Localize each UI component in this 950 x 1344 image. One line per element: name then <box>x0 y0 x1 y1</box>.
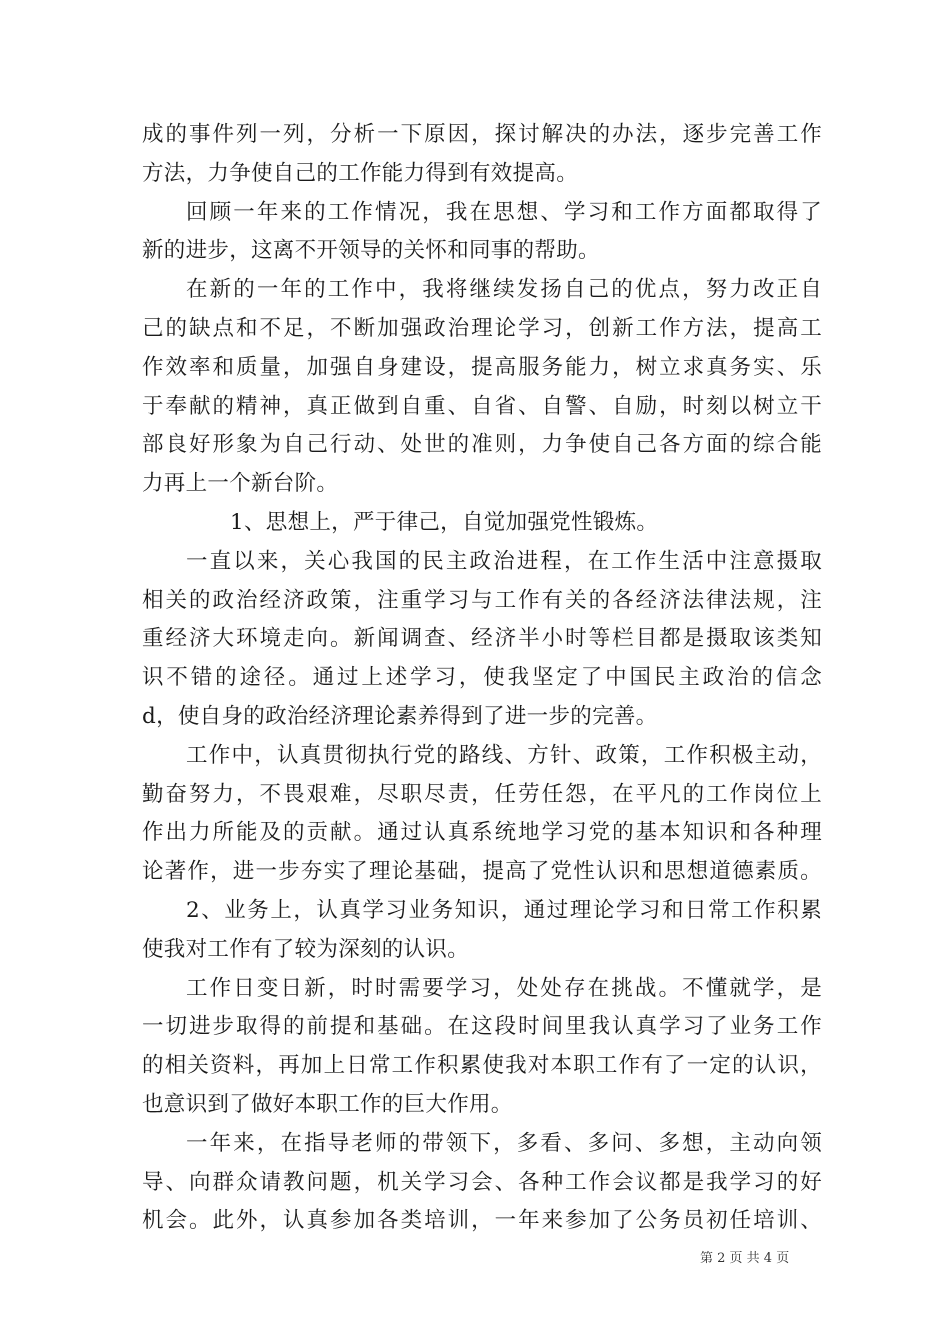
text-line: 一年来，在指导老师的带领下，多看、多问、多想，主动向领 <box>186 1130 822 1156</box>
text-line: 2、业务上，认真学习业务知识，通过理论学习和日常工作积累 <box>186 897 822 923</box>
text-line: 重经济大环境走向。新闻调查、经济半小时等栏目都是摄取该类知 <box>142 626 822 652</box>
text-line: 论著作，进一步夯实了理论基础，提高了党性认识和思想道德素质。 <box>142 859 822 885</box>
text-line: 工作中，认真贯彻执行党的路线、方针、政策，工作积极主动， <box>186 742 822 768</box>
text-line: d，使自身的政治经济理论素养得到了进一步的完善。 <box>142 703 658 729</box>
text-line: 己的缺点和不足，不断加强政治理论学习，创新工作方法，提高工 <box>142 315 822 341</box>
text-line: 方法，力争使自己的工作能力得到有效提高。 <box>142 160 579 186</box>
text-line: 的相关资料，再加上日常工作积累使我对本职工作有了一定的认识， <box>142 1053 822 1079</box>
page-number-footer: 第 2 页 共 4 页 <box>700 1251 790 1266</box>
text-line: 导、向群众请教问题，机关学习会、各种工作会议都是我学习的好 <box>142 1169 822 1195</box>
text-line: 工作日变日新，时时需要学习，处处存在挑战。不懂就学，是 <box>186 975 822 1001</box>
text-line: 新的进步，这离不开领导的关怀和同事的帮助。 <box>142 238 600 264</box>
text-line: 机会。此外，认真参加各类培训，一年来参加了公务员初任培训、 <box>142 1208 822 1234</box>
text-line: 作效率和质量，加强自身建设，提高服务能力，树立求真务实、乐 <box>142 354 822 380</box>
text-line: 成的事件列一列，分析一下原因，探讨解决的办法，逐步完善工作 <box>142 122 822 147</box>
text-line: 1、思想上，严于律己，自觉加强党性锻炼。 <box>230 509 659 535</box>
text-line: 使我对工作有了较为深刻的认识。 <box>142 936 470 962</box>
text-line: 一直以来，关心我国的民主政治进程，在工作生活中注意摄取 <box>186 548 822 574</box>
text-line: 勤奋努力，不畏艰难，尽职尽责，任劳任怨，在平凡的工作岗位上 <box>142 781 822 807</box>
text-line: 力再上一个新台阶。 <box>142 471 339 497</box>
text-line: 在新的一年的工作中，我将继续发扬自己的优点，努力改正自 <box>186 277 822 303</box>
text-line: 一切进步取得的前提和基础。在这段时间里我认真学习了业务工作 <box>142 1014 822 1040</box>
text-line: 识不错的途径。通过上述学习，使我坚定了中国民主政治的信念 <box>142 665 822 691</box>
text-line: 回顾一年来的工作情况，我在思想、学习和工作方面都取得了 <box>186 199 822 225</box>
text-line: 也意识到了做好本职工作的巨大作用。 <box>142 1091 513 1117</box>
text-line: 于奉献的精神，真正做到自重、自省、自警、自励，时刻以树立干 <box>142 393 822 419</box>
text-line: 作出力所能及的贡献。通过认真系统地学习党的基本知识和各种理 <box>142 820 822 846</box>
text-line: 相关的政治经济政策，注重学习与工作有关的各经济法律法规，注 <box>142 587 822 613</box>
document-body <box>142 116 822 1241</box>
text-line: 部良好形象为自己行动、处世的准则，力争使自己各方面的综合能 <box>142 432 822 458</box>
